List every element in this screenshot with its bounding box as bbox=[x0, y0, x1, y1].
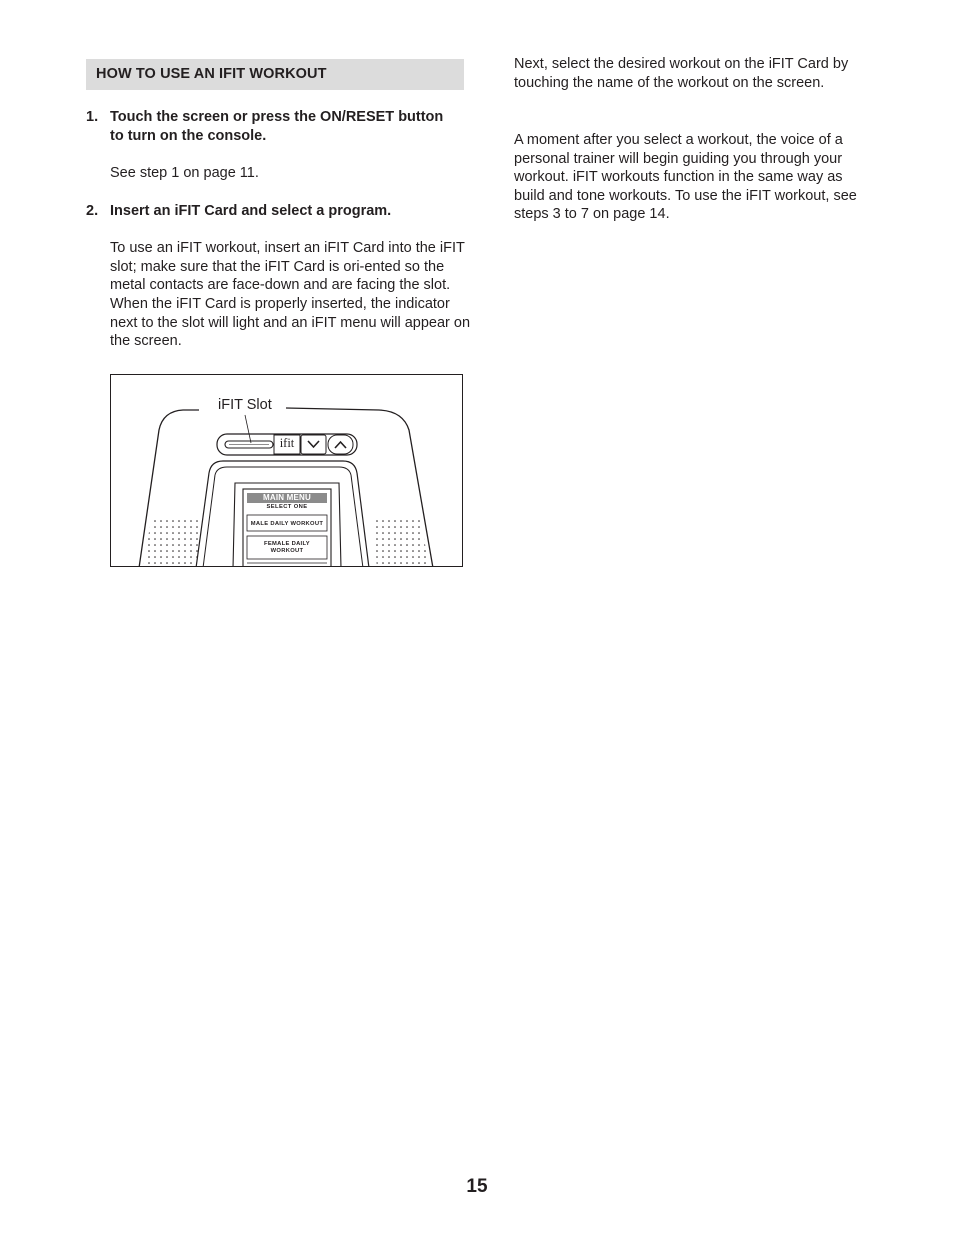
step-2-number: 2. bbox=[86, 203, 99, 219]
step-1-body: See step 1 on page 11. bbox=[110, 164, 259, 181]
step-1 bbox=[86, 108, 470, 182]
step-2-title: Insert an iFIT Card and select a program. bbox=[110, 203, 392, 219]
page-number: 15 bbox=[466, 1176, 488, 1197]
step-2-body: To use an iFIT workout, insert an iFIT Card into the iFIT slot; make sure that the iFIT Card is ori-ented so the metal contacts are face-down and are facing the slot. When the iFIT Card is properly inserted, the indicator next to the slot will light and an iFIT menu will appear on the screen. bbox=[110, 240, 471, 350]
screen-option-female: FEMALE DAILY WORKOUT bbox=[264, 541, 310, 554]
right-paragraph-2: A moment after you select a workout, the voice of a personal trainer will begin guiding you through your workout. iFIT workouts function in the same way as build and tone workouts. To use the iFIT workout, see steps 3 to 7 on page 14. bbox=[514, 132, 857, 223]
ifit-logo-icon: ifit bbox=[279, 436, 295, 450]
left-speaker-grille bbox=[141, 515, 206, 567]
console-illustration bbox=[110, 374, 463, 567]
section-heading: HOW TO USE AN IFIT WORKOUT bbox=[86, 59, 464, 90]
screen-main-menu-title: MAIN MENU bbox=[247, 493, 327, 503]
right-speaker-grille bbox=[369, 515, 434, 567]
arrow-up-button bbox=[328, 435, 353, 454]
step-1-number: 1. bbox=[86, 109, 99, 125]
step-2 bbox=[86, 202, 470, 351]
arrow-down-button bbox=[301, 435, 326, 454]
right-paragraph-1: Next, select the desired workout on the iFIT Card by touching the name of the workout on the screen. bbox=[514, 56, 849, 91]
step-1-title: Touch the screen or press the ON/RESET button to turn on the console. bbox=[110, 109, 444, 144]
screen-option-male: MALE DAILY WORKOUT bbox=[250, 521, 324, 527]
ifit-slot-callout: iFIT Slot bbox=[215, 397, 275, 413]
console-drawing bbox=[111, 375, 463, 567]
screen-select-one: SELECT ONE bbox=[266, 504, 308, 510]
